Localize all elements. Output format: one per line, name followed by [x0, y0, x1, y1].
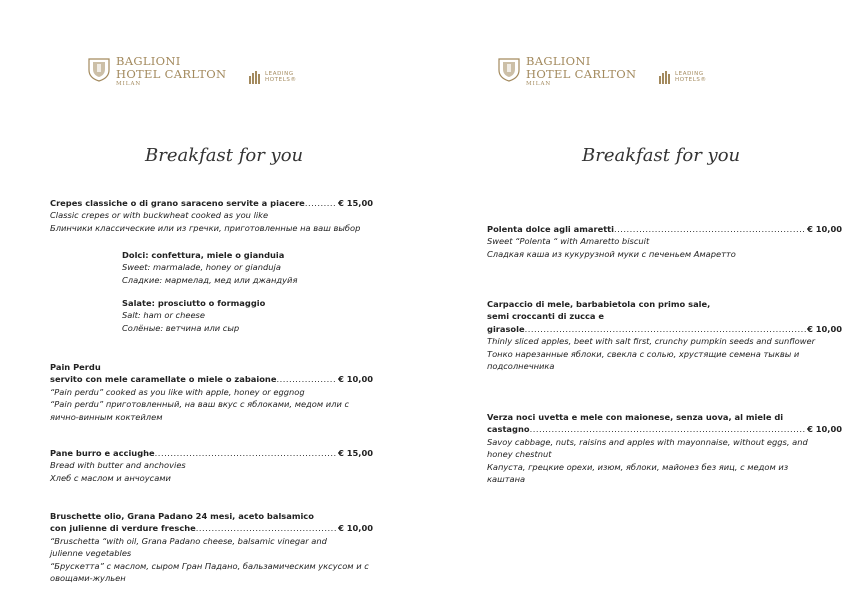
brand-line3: MILAN: [116, 81, 142, 87]
hotel-logo: [86, 56, 226, 88]
item-desc-ru-cont: подсолнечника: [487, 361, 555, 372]
item-desc-ru: Блинчики классические или из гречки, приготовленные на ваш выбор: [50, 222, 361, 233]
brand-line1: BAGLIONI: [526, 54, 591, 68]
menu-item-crepes: [50, 197, 373, 234]
item-price: € 10,00: [807, 323, 842, 334]
leading-hotels-logo: [658, 70, 707, 84]
brand-line2: HOTEL CARLTON: [526, 66, 637, 81]
item-name: Verza noci uvetta e mele con maionese, senza uova, al miele di: [487, 412, 784, 422]
item-name: Polenta dolce agli amaretti: [487, 224, 614, 234]
item-desc-en: “Pain perdu” cooked as you like with apple, honey or eggnog: [50, 386, 305, 397]
item-price: € 10,00: [807, 424, 842, 435]
menu-item-carpaccio: [487, 298, 842, 372]
option-ru: Солёные: ветчина или сыр: [122, 322, 240, 333]
leading-hotels-icon: [248, 70, 262, 84]
option-en: Sweet: marmalade, honey or gianduja: [122, 262, 281, 273]
item-name-cont: servito con mele caramellate o miele o zabaione: [50, 374, 277, 385]
item-name: Carpaccio di mele, barbabietola con primo sale,: [487, 299, 711, 309]
item-name-cont: semi croccanti di zucca e: [487, 311, 605, 322]
leading-line2: HOTELS®: [675, 77, 707, 83]
leading-hotels-logo: [248, 70, 297, 84]
menu-item-pane-burro: [50, 447, 373, 484]
hotel-logo: [496, 56, 636, 88]
item-desc-en: Thinly sliced apples, beet with salt first, crunchy pumpkin seeds and sunflower: [487, 336, 816, 347]
option-ru: Сладкие: мармелад, мед или джандуйя: [122, 274, 298, 285]
item-name: Pane burro e acciughe: [50, 448, 155, 458]
menu-item-verza: [487, 411, 842, 485]
crepes-sweet-option: [122, 249, 372, 286]
item-name: Crepes classiche o di grano saraceno servite a piacere: [50, 198, 305, 208]
menu-page-right: [430, 0, 853, 608]
item-desc-ru-cont: яично-винным коктейлем: [50, 411, 163, 422]
item-desc-en: “Bruschetta “with oil, Grana Padano cheese, balsamic vinegar and: [50, 535, 327, 546]
item-name: Pain Perdu: [50, 362, 101, 372]
brand-line2: HOTEL CARLTON: [116, 66, 227, 81]
menu-item-bruschette: [50, 510, 373, 584]
item-desc-en-cont: julienne vegetables: [50, 548, 132, 559]
item-desc-ru: Хлеб с маслом и анчоусами: [50, 472, 171, 483]
item-name-cont: castagno: [487, 424, 530, 435]
item-desc-ru-cont: овощами-жульен: [50, 573, 126, 584]
item-price: € 15,00: [338, 448, 373, 458]
item-desc-en: Sweet “Polenta “ with Amaretto biscuit: [487, 236, 650, 247]
menu-item-pain-perdu: [50, 361, 373, 423]
item-desc-en-cont: honey chestnut: [487, 449, 552, 460]
option-en: Salt: ham or cheese: [122, 310, 205, 321]
crest-icon: [86, 56, 112, 82]
crest-icon: [496, 56, 522, 82]
page-title: Breakfast for you: [582, 145, 741, 166]
leading-hotels-icon: [658, 70, 672, 84]
item-desc-ru: Капуста, грецкие орехи, изюм, яблоки, майонез без яиц, с медом из: [487, 461, 789, 472]
brand-line1: BAGLIONI: [116, 54, 181, 68]
item-price: € 10,00: [338, 523, 373, 534]
item-price: € 10,00: [807, 224, 842, 234]
leading-line1: LEADING: [675, 70, 704, 77]
item-name-cont: con julienne di verdure fresche: [50, 523, 196, 534]
item-desc-ru-cont: каштана: [487, 474, 526, 485]
crepes-salt-option: [122, 297, 372, 334]
item-desc-en: Bread with butter and anchovies: [50, 460, 186, 471]
brand-line3: MILAN: [526, 81, 552, 87]
item-desc-ru: Тонко нарезанные яблоки, свекла с солью, хрустящие семена тыквы и: [487, 348, 800, 359]
item-name-cont2: girasole: [487, 323, 525, 334]
item-price: € 15,00: [338, 198, 373, 208]
item-name: Bruschette olio, Grana Padano 24 mesi, aceto balsamico: [50, 511, 314, 521]
leading-line1: LEADING: [265, 70, 294, 77]
item-desc-en: Classic crepes or with buckwheat cooked as you like: [50, 210, 269, 221]
menu-item-polenta: [487, 223, 842, 260]
page-title: Breakfast for you: [145, 145, 304, 166]
item-desc-en: Savoy cabbage, nuts, raisins and apples with mayonnaise, without eggs, and: [487, 436, 808, 447]
item-price: € 10,00: [338, 374, 373, 385]
item-desc-ru: Сладкая каша из кукурузной муки с печеньем Амаретто: [487, 248, 736, 259]
option-title: Salate: prosciutto o formaggio: [122, 298, 266, 308]
item-desc-ru: “Брускетта” с маслом, сыром Гран Падано, бальзамическим уксусом и с: [50, 560, 369, 571]
leading-line2: HOTELS®: [265, 77, 297, 83]
option-title: Dolci: confettura, miele o gianduia: [122, 250, 285, 260]
item-desc-ru: “Pain perdu” приготовленный, на ваш вкус с яблоками, медом или с: [50, 399, 350, 410]
